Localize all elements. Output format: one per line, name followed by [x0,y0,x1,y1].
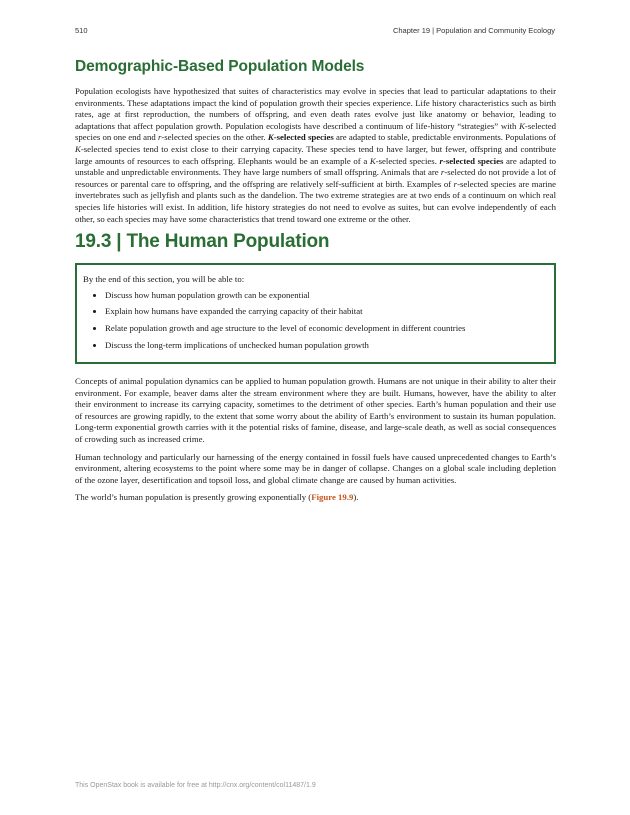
learning-objectives-box [75,263,556,364]
page-footer: This OpenStax book is available for free at http://cnx.org/content/col11487/1.9 [75,782,316,789]
objectives-list [83,290,544,351]
page-header [75,26,555,36]
objectives-intro: By the end of this section, you will be able to: [83,274,245,285]
section-heading-human-population: 19.3 | The Human Population [75,231,330,253]
objective-item: • Discuss the long-term implications of unchecked human population growth [105,340,544,352]
paragraph-demographic: Population ecologists have hypothesized that suites of characteristics may evolve in species that lead to particular adaptations to their environments. These adaptations impact the kind of population growth their species experience. Life history characteristics such as birth rates, age at first reproduction, the numbers of offspring, and even death rates evolve just like anatomy or behavior, leading to adaptations that affect population growth. Population ecologists have described a continuum of life-history “strategies” with K-selected species on one end and r-selected species on the other. K-selected species are adapted to stable, predictable environments. Populations of K-selected species tend to exist close to their carrying capacity. These species tend to have larger, but fewer, offspring and contribute large amounts of resources to each offspring. Elephants would be an example of a K-selected species. r-selected species are adapted to unstable and unpredictable environments. They have large numbers of small offspring. Animals that are r-selected do not provide a lot of resources or parental care to offspring, and the offspring are relatively self-sufficient at birth. Examples of r-selected species are marine invertebrates such as jellyfish and plants such as the dandelion. The two extreme strategies are at two ends of a continuum on which real species life histories will exist. In addition, life history strategies do not need to evolve as suites, but can evolve independently of each other, so each species may have some characteristics that trend toward one extreme or the other. [75,86,557,224]
chapter-title: Chapter 19 | Population and Community Ecology [392,26,555,35]
objective-item: • Relate population growth and age structure to the level of economic development in different countries [105,323,544,335]
objective-item: • Discuss how human population growth can be exponential [105,290,544,302]
paragraph-exponential-growth: The world’s human population is presently growing exponentially (Figure 19.9). [75,492,359,503]
paragraph-human-technology: Human technology and particularly our harnessing of the energy contained in fossil fuels have caused unprecedented changes to Earth’s environment, altering ecosystems to the point where some may be in danger of collapse. Changes on a global scale including depletion of the ozone layer, desertification and topsoil loss, and global climate change are caused by human activities. [75,451,556,485]
figure-link[interactable]: Figure 19.9 [311,492,354,503]
objective-item: • Explain how humans have expanded the carrying capacity of their habitat [105,306,544,318]
section-heading-demographic: Demographic-Based Population Models [75,58,365,75]
page-number: 510 [75,26,88,35]
paragraph-population-dynamics: Concepts of animal population dynamics can be applied to human population growth. Humans are not unique in their ability to alter their environment. For example, beaver dams alter the stream environment where they are built. Humans, however, have the ability to alter their environment to increase its carrying capacity, sometimes to the detriment of other species. Earth’s human population and their use of resources are growing rapidly, to the extent that some worry about the ability of Earth’s environment to sustain its human population. Long-term exponential growth carries with it the potential risks of famine, disease, and large-scale death, as well as social consequences of crowding such as increased crime. [75,376,556,445]
page-content [75,58,556,510]
